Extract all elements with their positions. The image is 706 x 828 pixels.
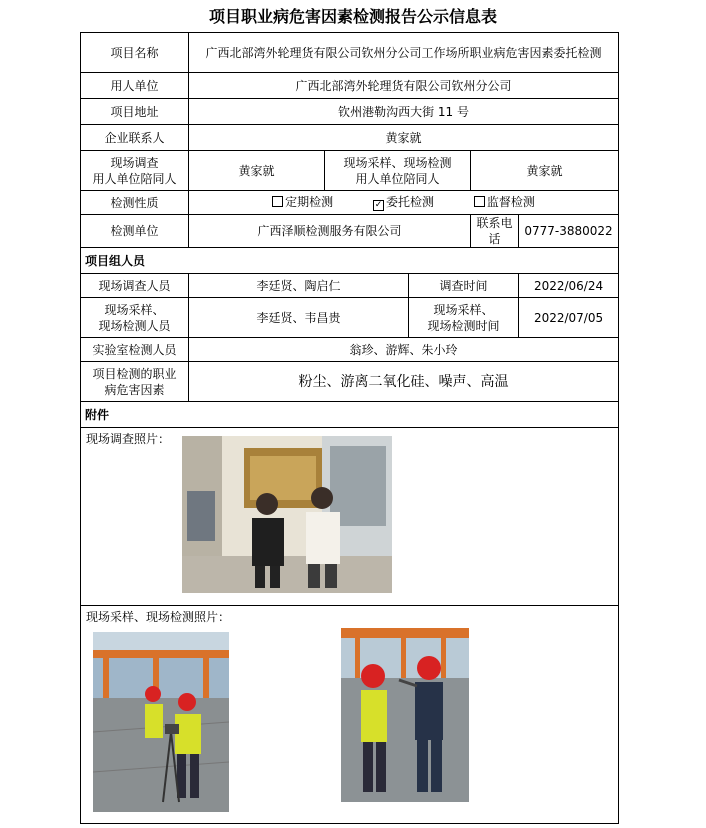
sampling-accompany-value: 黄家就	[471, 151, 619, 191]
survey-accompany-label-line2: 用人单位陪同人	[92, 171, 177, 186]
hazard-value: 粉尘、游离二氧化硅、噪声、高温	[189, 362, 619, 402]
lab-staff-label: 实验室检测人员	[81, 338, 189, 362]
phone-value: 0777-3880022	[519, 215, 619, 248]
option-periodic[interactable]: 定期检测	[272, 195, 333, 209]
survey-accompany-value: 黄家就	[189, 151, 325, 191]
survey-time-value: 2022/06/24	[519, 274, 619, 298]
sampling-photo-cell	[81, 606, 619, 824]
hazard-label	[81, 362, 189, 402]
employer-value: 广西北部湾外轮理货有限公司钦州分公司	[189, 73, 619, 99]
sampling-time-label	[409, 298, 519, 338]
sampling-time-label-line1: 现场采样、	[433, 302, 494, 317]
project-name-label: 项目名称	[81, 33, 189, 73]
lab-staff-value: 翁珍、游辉、朱小玲	[189, 338, 619, 362]
survey-photo	[182, 436, 392, 593]
survey-time-label: 调查时间	[409, 274, 519, 298]
sampling-photo-1	[93, 632, 229, 812]
contact-value: 黄家就	[189, 125, 619, 151]
survey-staff-label: 现场调查人员	[81, 274, 189, 298]
address-value: 钦州港勒沟西大街 11 号	[189, 99, 619, 125]
sampling-time-value: 2022/07/05	[519, 298, 619, 338]
option-supervisory[interactable]: 监督检测	[474, 195, 535, 209]
sampling-accompany-label-line2: 用人单位陪同人	[355, 171, 440, 186]
sampling-staff-label	[81, 298, 189, 338]
checkbox-commissioned-checked-icon[interactable]: ✓	[374, 200, 383, 210]
address-label: 项目地址	[81, 99, 189, 125]
option-commissioned[interactable]: ✓ 委托检测	[374, 195, 435, 210]
contact-label: 企业联系人	[81, 125, 189, 151]
checkbox-supervisory[interactable]	[474, 196, 485, 207]
page-title: 项目职业病危害因素检测报告公示信息表	[208, 7, 497, 26]
team-section-heading: 项目组人员	[81, 248, 619, 274]
survey-staff-value: 李廷贤、陶启仁	[189, 274, 409, 298]
survey-accompany-label-line1: 现场调查	[110, 155, 159, 170]
sampling-time-label-line2: 现场检测时间	[427, 318, 500, 333]
unit-value: 广西泽顺检测服务有限公司	[189, 215, 471, 248]
sampling-photos-label: 现场采样、现场检测照片：	[86, 610, 231, 624]
sampling-staff-label-line2: 现场检测人员	[98, 318, 171, 333]
attachments-section-heading: 附件	[81, 402, 619, 428]
hazard-label-line1: 项目检测的职业	[92, 366, 177, 381]
employer-label: 用人单位	[81, 73, 189, 99]
sampling-staff-label-line1: 现场采样、	[104, 302, 165, 317]
sampling-accompany-label	[325, 151, 471, 191]
nature-options	[189, 191, 619, 215]
survey-photo-cell	[81, 428, 619, 606]
nature-label: 检测性质	[81, 191, 189, 215]
unit-label: 检测单位	[81, 215, 189, 248]
info-table	[80, 32, 619, 824]
project-name-value: 广西北部湾外轮理货有限公司钦州分公司工作场所职业病危害因素委托检测	[189, 33, 619, 73]
sampling-staff-value: 李廷贤、韦昌贵	[189, 298, 409, 338]
sampling-accompany-label-line1: 现场采样、现场检测	[343, 155, 452, 170]
sampling-photo-2	[341, 628, 469, 802]
checkbox-periodic[interactable]	[272, 196, 283, 207]
survey-accompany-label	[81, 151, 189, 191]
survey-photos-label: 现场调查照片：	[86, 432, 171, 446]
phone-label: 联系电话	[471, 215, 519, 248]
hazard-label-line2: 病危害因素	[104, 382, 165, 397]
